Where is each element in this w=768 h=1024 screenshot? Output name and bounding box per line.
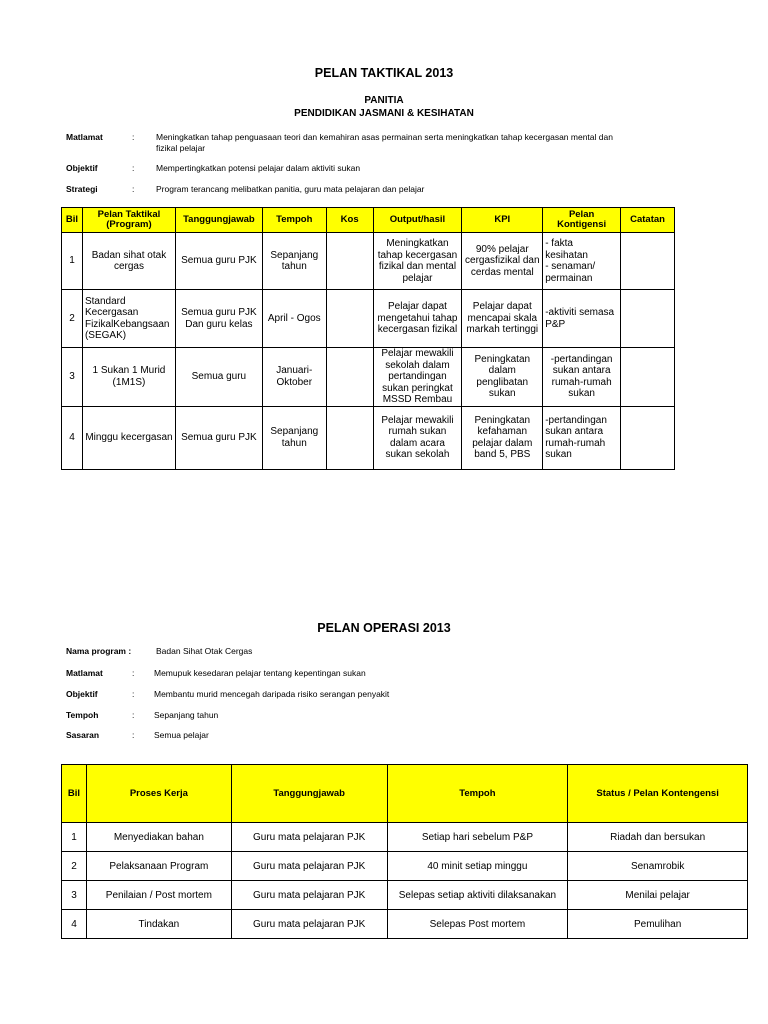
- table-cell: Senamrobik: [568, 852, 748, 881]
- table-cell: Semua guru PJK Dan guru kelas: [175, 290, 262, 348]
- tactical-info-strategy: [66, 184, 706, 196]
- table-cell: Setiap hari sebelum P&P: [387, 823, 568, 852]
- table-cell: Guru mata pelajaran PJK: [231, 881, 387, 910]
- table-cell: 2: [62, 290, 83, 348]
- info-value: Sepanjang tahun: [154, 710, 219, 720]
- table-cell: Pelajar dapat mencapai skala markah tertinggi: [462, 290, 543, 348]
- table-cell: 90% pelajar cergasfizikal dan cerdas mental: [462, 233, 543, 290]
- header-cell: Tempoh: [387, 765, 568, 823]
- operation-info-program: [66, 646, 706, 658]
- info-value: Semua pelajar: [154, 730, 209, 740]
- table-cell: -aktiviti semasa P&P: [543, 290, 621, 348]
- table-cell: Meningkatkan tahap kecergasan fizikal dan mental pelajar: [373, 233, 462, 290]
- header-cell: Output/hasil: [373, 208, 462, 233]
- info-value: Memupuk kesedaran pelajar tentang kepentingan sukan: [154, 668, 366, 678]
- table-row: [62, 348, 675, 407]
- info-label: Sasaran: [66, 730, 100, 740]
- header-cell: Status / Pelan Kontengensi: [568, 765, 748, 823]
- header-cell: Tanggungjawab: [231, 765, 387, 823]
- header-cell: Tempoh: [262, 208, 326, 233]
- table-cell: Semua guru PJK: [175, 233, 262, 290]
- table-cell: Pemulihan: [568, 910, 748, 939]
- subject-title: PENDIDIKAN JASMANI & KESIHATAN: [294, 108, 474, 119]
- table-cell: 4: [62, 910, 87, 939]
- info-colon: :: [132, 689, 135, 699]
- table-cell: [326, 406, 373, 469]
- table-row: [62, 881, 748, 910]
- header-cell: Proses Kerja: [86, 765, 231, 823]
- header-cell: Pelan Taktikal (Program): [82, 208, 175, 233]
- table-cell: Sepanjang tahun: [262, 233, 326, 290]
- info-colon: :: [132, 132, 135, 142]
- table-cell: Pelaksanaan Program: [86, 852, 231, 881]
- table-row: [62, 290, 675, 348]
- table-row: [62, 233, 675, 290]
- table-cell: -pertandingan sukan antara rumah-rumah sukan: [543, 406, 621, 469]
- info-colon: :: [132, 668, 135, 678]
- info-label: Matlamat: [66, 668, 103, 678]
- info-value: Membantu murid mencegah daripada risiko serangan penyakit: [154, 689, 390, 699]
- header-cell: Catatan: [621, 208, 675, 233]
- table-cell: Menyediakan bahan: [86, 823, 231, 852]
- info-label: Strategi: [66, 184, 98, 194]
- info-colon: :: [132, 710, 135, 720]
- table-row: [62, 406, 675, 469]
- table-cell: Penilaian / Post mortem: [86, 881, 231, 910]
- table-cell: Riadah dan bersukan: [568, 823, 748, 852]
- table-cell: Guru mata pelajaran PJK: [231, 910, 387, 939]
- header-cell: KPI: [462, 208, 543, 233]
- table-cell: [621, 348, 675, 407]
- table-cell: [326, 233, 373, 290]
- table-cell: - fakta kesihatan - senaman/ permainan: [543, 233, 621, 290]
- operation-info-objective: [66, 689, 706, 701]
- header-cell: Kos: [326, 208, 373, 233]
- table-cell: [326, 290, 373, 348]
- table-cell: Semua guru: [175, 348, 262, 407]
- table-row: [62, 910, 748, 939]
- tactical-plan-table: [61, 207, 675, 470]
- table-cell: Menilai pelajar: [568, 881, 748, 910]
- info-colon: :: [132, 730, 135, 740]
- panel-title: PANITIA: [364, 95, 404, 106]
- table-cell: Selepas setiap aktiviti dilaksanakan: [387, 881, 568, 910]
- operation-info-target: [66, 730, 706, 742]
- table-cell: April - Ogos: [262, 290, 326, 348]
- operation-plan-title: PELAN OPERASI 2013: [317, 621, 451, 635]
- table-cell: Sepanjang tahun: [262, 406, 326, 469]
- info-label: Objektif: [66, 163, 98, 173]
- table-cell: Semua guru PJK: [175, 406, 262, 469]
- info-value: Meningkatkan tahap penguasaan teori dan kemahiran asas permainan serta meningkatkan tahap kecergasan mental dan fizikal pelajar: [156, 132, 613, 153]
- tactical-info-goal: [66, 132, 706, 156]
- table-cell: [326, 348, 373, 407]
- tactical-plan-title: PELAN TAKTIKAL 2013: [314, 66, 454, 80]
- table-cell: Peningkatan kefahaman pelajar dalam band 5, PBS: [462, 406, 543, 469]
- table-cell: 3: [62, 881, 87, 910]
- table-cell: Minggu kecergasan: [82, 406, 175, 469]
- table-row: [62, 852, 748, 881]
- info-label: Objektif: [66, 689, 98, 699]
- table-cell: [621, 406, 675, 469]
- table-cell: Standard Kecergasan FizikalKebangsaan (SEGAK): [82, 290, 175, 348]
- table-cell: Badan sihat otak cergas: [82, 233, 175, 290]
- table-cell: 40 minit setiap minggu: [387, 852, 568, 881]
- table-header-row: [62, 765, 748, 823]
- info-value: Program terancang melibatkan panitia, guru mata pelajaran dan pelajar: [156, 184, 425, 194]
- operation-info-period: [66, 710, 706, 722]
- table-cell: Pelajar mewakili sekolah dalam pertandingan sukan peringkat MSSD Rembau: [373, 348, 462, 407]
- header-cell: Bil: [62, 208, 83, 233]
- table-cell: 1: [62, 233, 83, 290]
- table-cell: [621, 290, 675, 348]
- operation-plan-table: [61, 764, 748, 939]
- table-cell: -pertandingan sukan antara rumah-rumah sukan: [543, 348, 621, 407]
- tactical-info-objective: [66, 163, 706, 175]
- table-cell: 3: [62, 348, 83, 407]
- table-cell: Selepas Post mortem: [387, 910, 568, 939]
- header-cell: Bil: [62, 765, 87, 823]
- info-label: Nama program :: [66, 646, 132, 656]
- table-cell: 4: [62, 406, 83, 469]
- header-cell: Tanggungjawab: [175, 208, 262, 233]
- table-cell: 1 Sukan 1 Murid (1M1S): [82, 348, 175, 407]
- info-value: Mempertingkatkan potensi pelajar dalam aktiviti sukan: [156, 163, 361, 173]
- table-cell: Pelajar dapat mengetahui tahap kecergasan fizikal: [373, 290, 462, 348]
- info-colon: :: [132, 163, 135, 173]
- table-cell: Peningkatan dalam penglibatan sukan: [462, 348, 543, 407]
- table-cell: Guru mata pelajaran PJK: [231, 852, 387, 881]
- info-label: Matlamat: [66, 132, 103, 142]
- table-cell: [621, 233, 675, 290]
- table-cell: 2: [62, 852, 87, 881]
- table-row: [62, 823, 748, 852]
- info-label: Tempoh: [66, 710, 99, 720]
- header-cell: Pelan Kontigensi: [543, 208, 621, 233]
- table-cell: Januari-Oktober: [262, 348, 326, 407]
- info-colon: :: [132, 184, 135, 194]
- table-header-row: [62, 208, 675, 233]
- info-value: Badan Sihat Otak Cergas: [156, 646, 253, 656]
- operation-info-goal: [66, 668, 706, 680]
- table-cell: 1: [62, 823, 87, 852]
- table-cell: Guru mata pelajaran PJK: [231, 823, 387, 852]
- table-cell: Tindakan: [86, 910, 231, 939]
- table-cell: Pelajar mewakili rumah sukan dalam acara sukan sekolah: [373, 406, 462, 469]
